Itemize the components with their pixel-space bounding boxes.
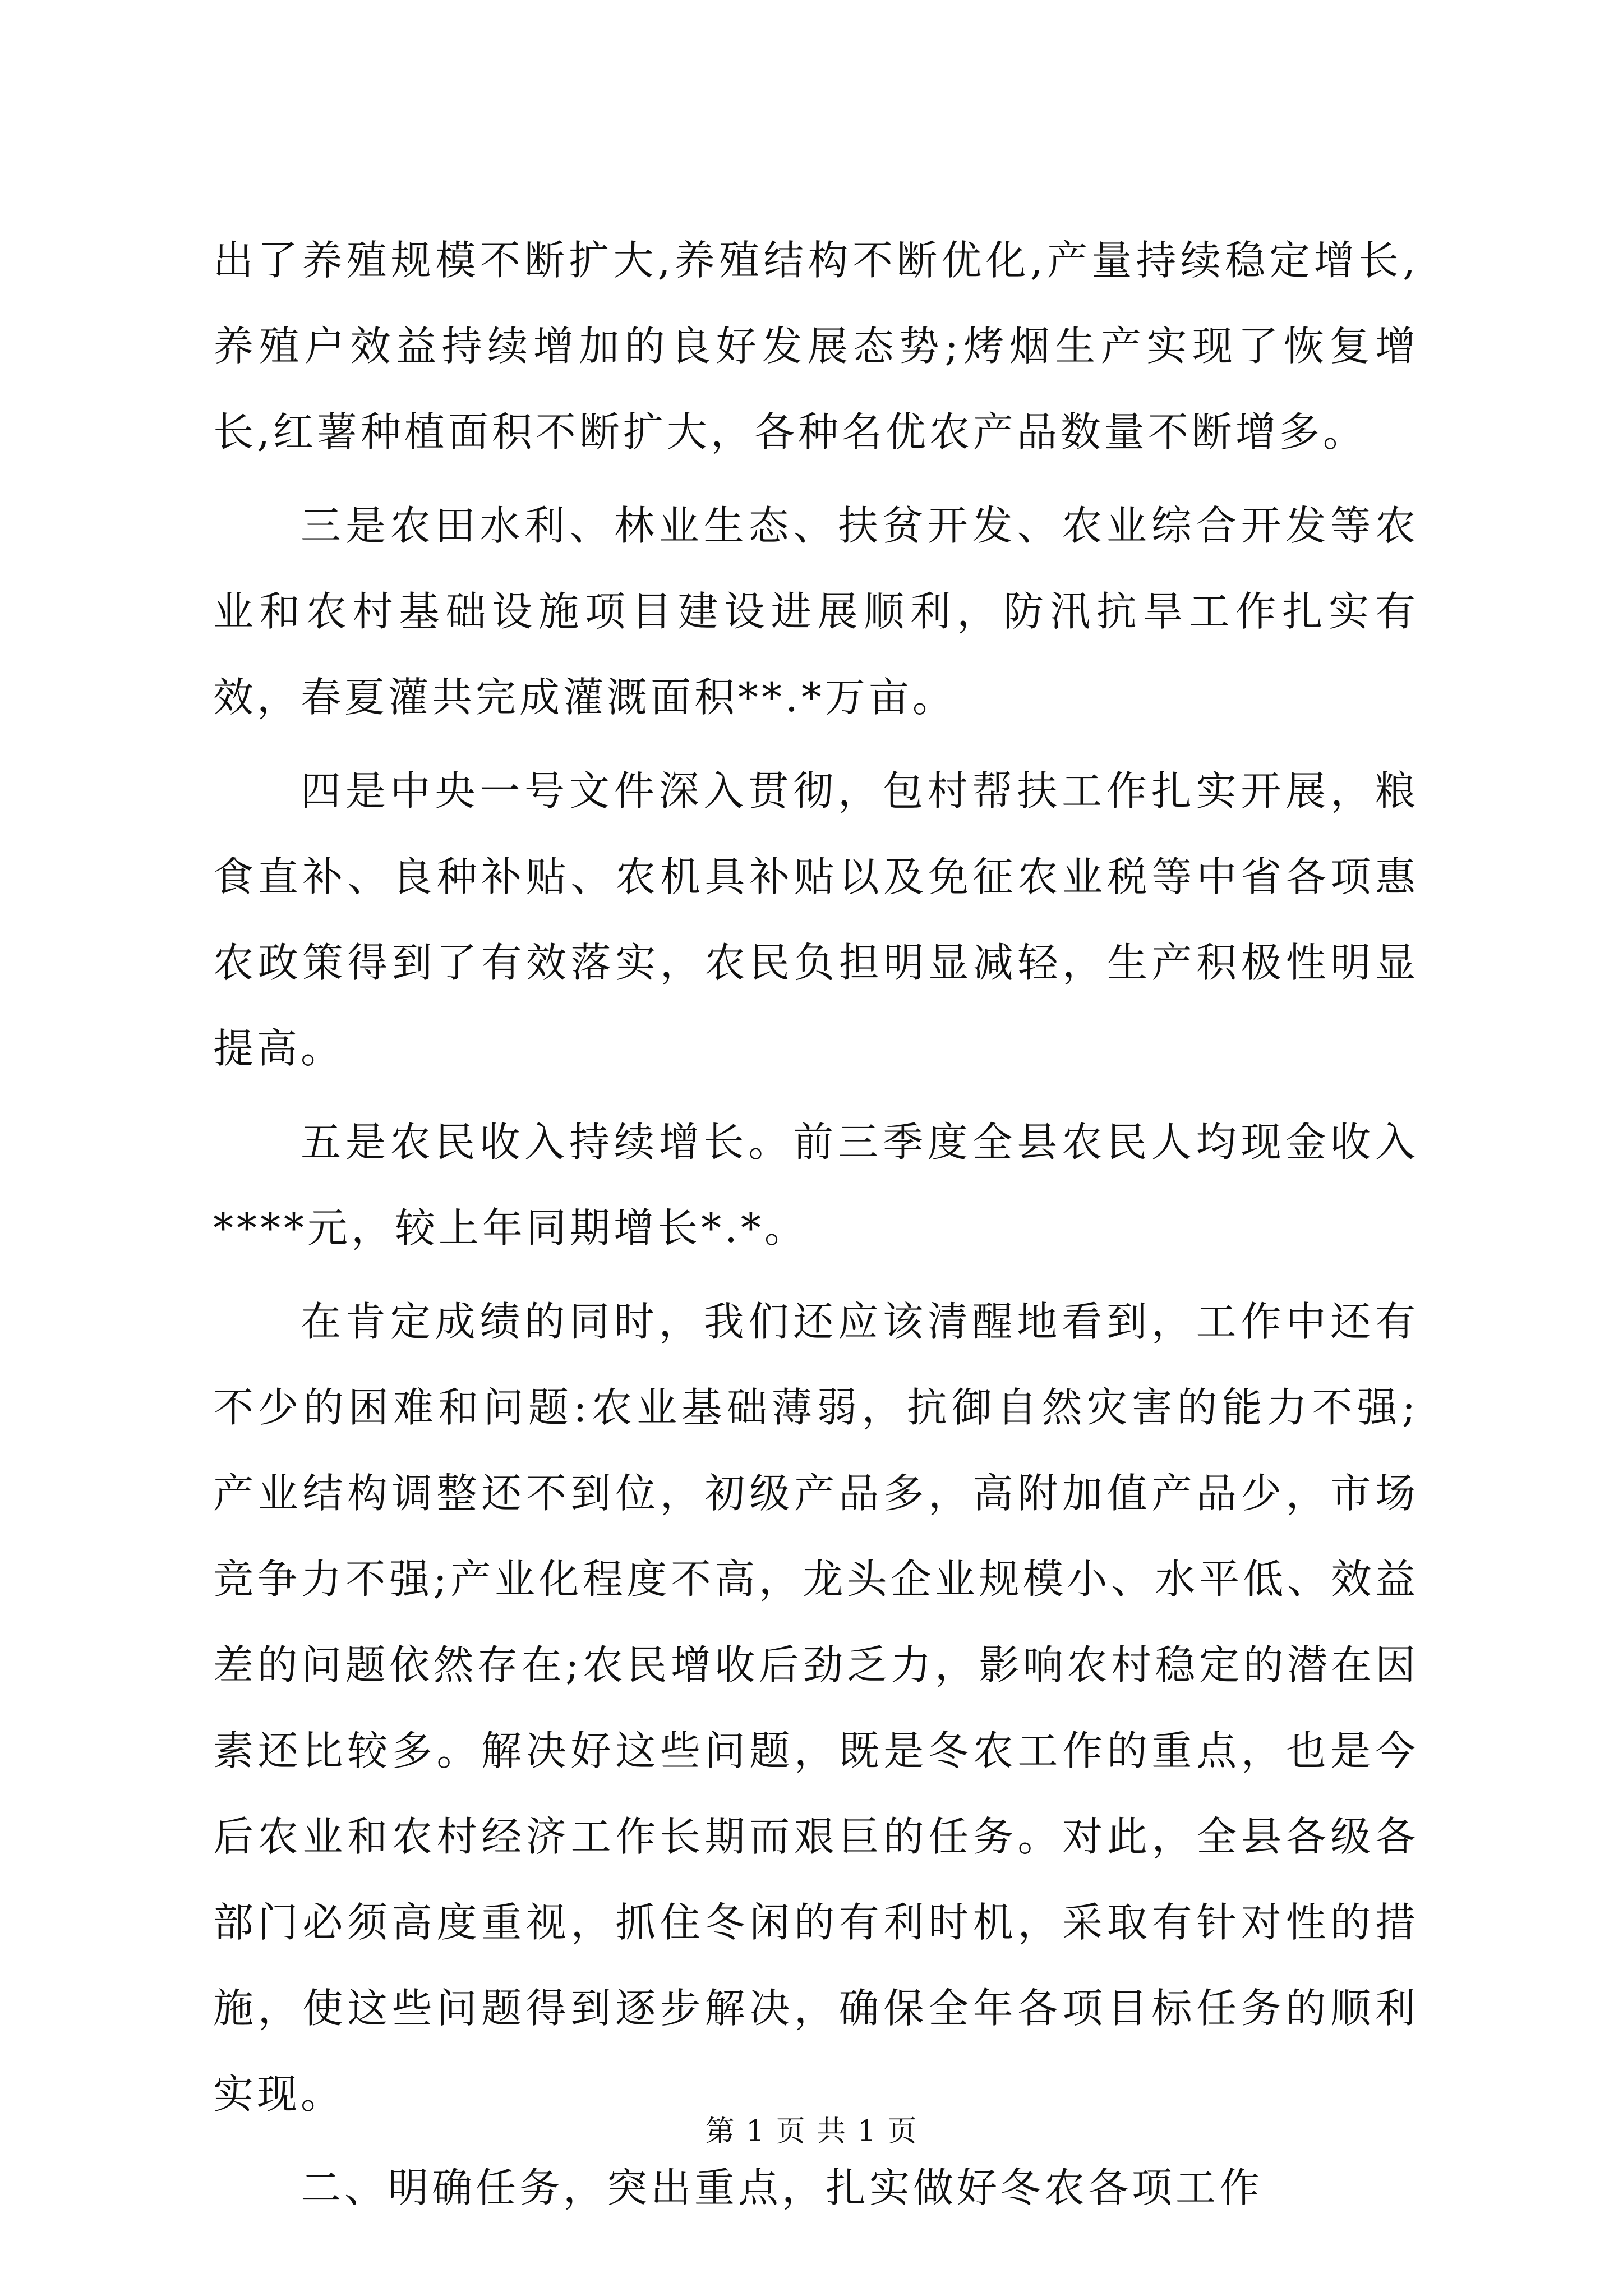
document-body bbox=[213, 218, 1419, 2239]
section-heading: 二、明确任务，突出重点，扎实做好冬农各项工作 bbox=[301, 2164, 1264, 2211]
paragraph: 在肯定成绩的同时，我们还应该清醒地看到，工作中还有不少的困难和问题:农业基础薄弱，抗御自然灾害的能力不强;产业结构调整还不到位，初级产品多，高附加值产品少，市场竞争力不强;产业化程度不高，龙头企业规模小、水平低、效益差的问题依然存在;农民增收后劲乏力，影响农村稳定的潜在因素还比较多。解决好这些问题，既是冬农工作的重点，也是今后农业和农村经济工作长期而艰巨的任务。对此，全县各级各部门必须高度重视，抓住冬闲的有利时机，采取有针对性的措施，使这些问题得到逐步解决，确保全年各项目标任务的顺利实现。 bbox=[213, 1298, 1419, 2118]
page-number-footer: 第 1 页 共 1 页 bbox=[705, 2115, 918, 2148]
paragraph: 五是农民收入持续增长。前三季度全县农民人均现金收入****元，较上年同期增长*.*。 bbox=[213, 1119, 1419, 1251]
paragraph: 四是中央一号文件深入贯彻，包村帮扶工作扎实开展，粮食直补、良种补贴、农机具补贴以及免征农业税等中省各项惠农政策得到了有效落实，农民负担明显减轻，生产积极性明显提高。 bbox=[213, 767, 1419, 1072]
paragraph: 出了养殖规模不断扩大,养殖结构不断优化,产量持续稳定增长,养殖户效益持续增加的良好发展态势;烤烟生产实现了恢复增长,红薯种植面积不断扩大，各种名优农产品数量不断增多。 bbox=[213, 237, 1419, 455]
paragraph: 三是农田水利、林业生态、扶贫开发、农业综合开发等农业和农村基础设施项目建设进展顺利，防汛抗旱工作扎实有效，春夏灌共完成灌溉面积**.*万亩。 bbox=[213, 502, 1419, 721]
